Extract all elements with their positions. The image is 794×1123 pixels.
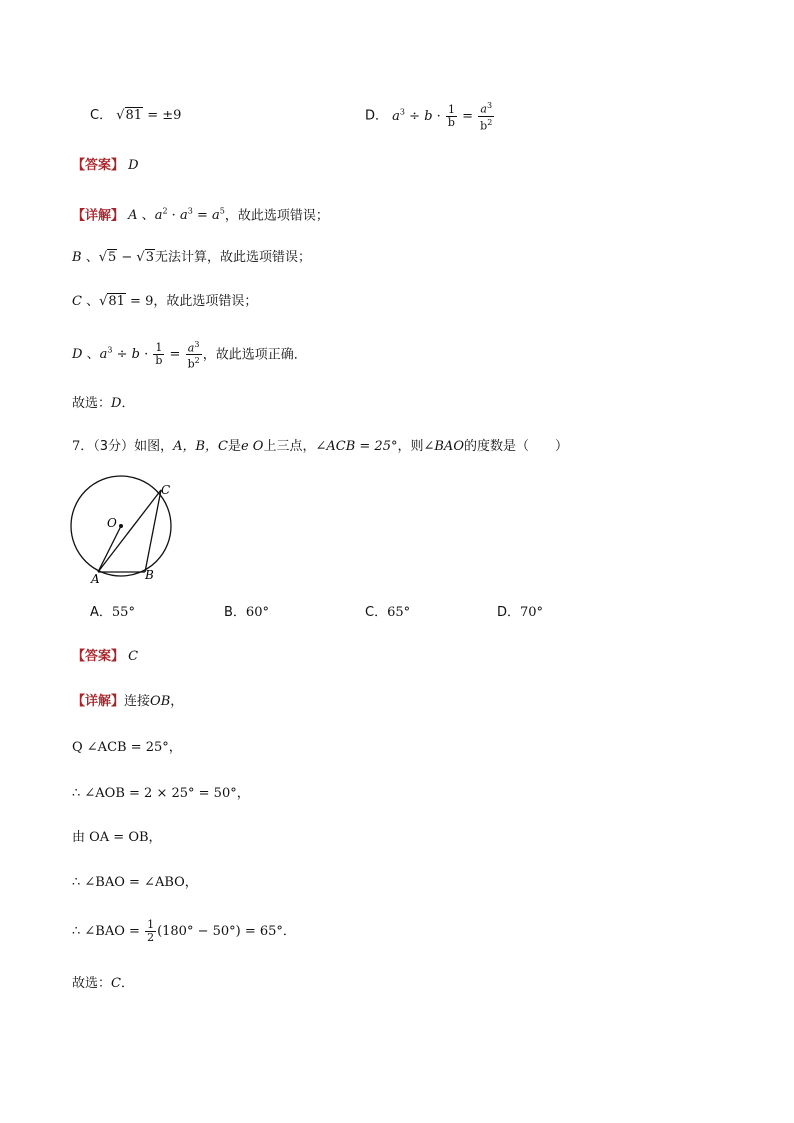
q7-option-b (224, 603, 269, 623)
q7-step-4: ∴ ∠BAO = ∠ABO， (72, 875, 198, 890)
q7-option-c (365, 603, 410, 623)
q6-detail-a (72, 202, 329, 226)
q7-stem (72, 437, 568, 457)
q7-step-1: Q ∠ACB = 25°， (72, 740, 182, 755)
q6-option-d (365, 100, 495, 132)
q7-detail (72, 692, 183, 712)
detail-tag: 【详解】 (72, 208, 125, 224)
q7-option-c-value: 65° (387, 605, 411, 620)
choose-prefix: 故选： (72, 976, 112, 991)
segment-ao (98, 526, 121, 572)
q7-final-prefix: ∴ ∠BAO = (72, 924, 140, 939)
choose-prefix: 故选： (72, 396, 112, 411)
q7-option-b-value: 60° (245, 605, 269, 620)
q6-detail-b-text: 无法计算，故此选项错误； (155, 250, 312, 265)
q6-detail-c-text: ，故此选项错误； (153, 294, 258, 309)
q7-score: （3分） (93, 439, 135, 454)
q7-option-b-label: B． (224, 605, 246, 620)
answer-value: D (128, 158, 139, 173)
q6-option-d-formula: $a^3 \div b$ · $\frac{1}{b}$ = $\frac{a^3}{b^2}$ (392, 101, 493, 133)
q6-detail-d-text: ，故此选项正确． (202, 347, 307, 363)
q7-step-2: ∴ ∠AOB = 2 × 25° = 50°， (72, 786, 250, 801)
q7-option-a-label: A． (90, 605, 112, 620)
label-o: O (107, 516, 117, 530)
q7-stem-then: ，则 (397, 439, 424, 454)
label-b: B (145, 568, 154, 582)
detail-tag: 【详解】 (72, 694, 125, 709)
q6-detail-c (72, 292, 257, 312)
q7-option-d-label: D． (497, 605, 521, 620)
q6-detail-b (72, 248, 311, 268)
q6-option-d-label: D． (365, 108, 389, 124)
q7-option-a-value: 55° (111, 605, 135, 620)
q7-option-d (497, 603, 543, 623)
q6-option-c (90, 106, 181, 126)
q7-stem-given: ∠ACB = 25° (315, 439, 398, 454)
q7-option-c-label: C． (365, 605, 388, 620)
q7-option-a (90, 603, 135, 623)
label-a: A (91, 572, 100, 586)
q7-answer (72, 647, 138, 667)
q6-detail-d-formula: D 、$a^3 \div b$ · $\frac{1}{b}$ = $\frac{a^3}{b^2}$ (72, 339, 200, 371)
q6-detail-d (72, 336, 307, 371)
answer-tag: 【答案】 (72, 649, 125, 664)
q7-number: 7． (72, 439, 94, 454)
q6-detail-c-formula: C 、√81 = 9 (72, 294, 154, 309)
q7-stem-mid: 是 (227, 439, 241, 454)
q7-step-3: 由 OA = OB， (72, 830, 162, 845)
q7-detail-first: 连接 (124, 694, 151, 709)
q7-option-d-value: 70° (520, 605, 544, 620)
q7-final-fraction (145, 919, 156, 944)
q7-circle-figure (64, 472, 184, 590)
q6-choose (72, 394, 134, 414)
q7-detail-first-var: OB (150, 694, 171, 709)
q6-detail-b-formula: B 、√5 − √3 (72, 250, 154, 265)
q7-detail-first-suffix: ， (170, 694, 184, 709)
label-c: C (161, 483, 171, 497)
q7-stem-circle: e O (240, 439, 264, 454)
q7-stem-prefix: 如图， (134, 439, 174, 454)
q6-option-c-formula: √81 = ±9 (116, 108, 182, 123)
center-dot (119, 524, 123, 528)
fraction-denominator: 2 (147, 931, 155, 944)
q7-stem-suffix: 的度数是（ ） (463, 439, 568, 454)
q7-stem-ask: ∠BAO (423, 439, 464, 454)
answer-value: C (128, 649, 139, 664)
choose-value: D (111, 396, 122, 411)
q7-choose (72, 974, 134, 994)
answer-tag: 【答案】 (72, 158, 125, 173)
choose-suffix: ． (120, 976, 134, 991)
q7-final-suffix: (180° − 50°) = 65°． (157, 924, 296, 939)
fraction-numerator: 1 (147, 918, 155, 931)
q7-stem-points: A，B，C (173, 439, 228, 454)
q6-detail-a-text: ，故此选项错误； (224, 208, 329, 224)
choose-value: C (111, 976, 121, 991)
q6-option-c-label: C． (90, 108, 113, 123)
q6-detail-a-formula: A 、$a^2 \cdot a^3 = a^5$ (128, 207, 225, 224)
q6-answer (72, 156, 139, 176)
segment-ac (98, 490, 161, 572)
q7-step-final (72, 916, 296, 948)
choose-suffix: ． (121, 396, 135, 411)
q7-stem-on: 上三点， (263, 439, 316, 454)
